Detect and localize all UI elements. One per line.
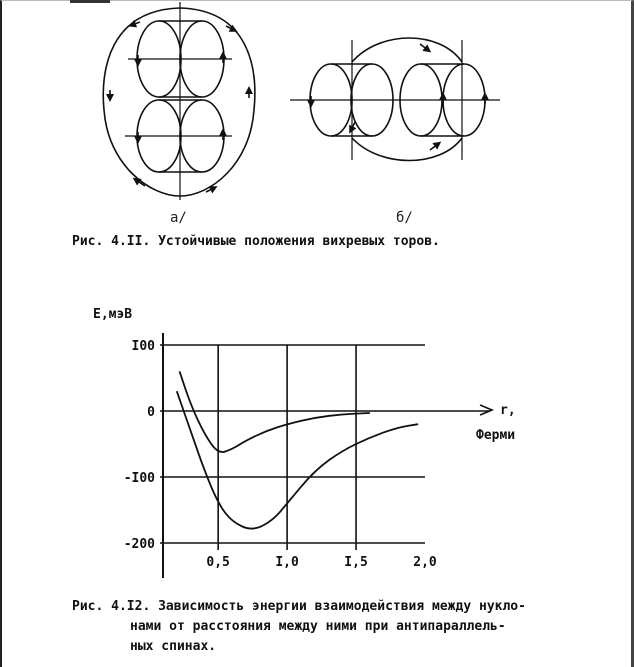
figure-4-11-caption: Рис. 4.II. Устойчивые положения вихревых торов.	[72, 234, 440, 249]
chart-axes	[163, 333, 492, 578]
y-tick-label: I00	[131, 339, 155, 354]
chart-grid	[160, 345, 490, 550]
chart-labels	[93, 307, 516, 570]
x-axis-label: Ферми	[476, 428, 516, 443]
x-axis-symbol: r,	[500, 403, 516, 418]
chart-series	[177, 371, 418, 528]
y-axis-label: Е,мэВ	[93, 307, 133, 322]
diagram-b-label: б/	[396, 210, 413, 226]
x-tick-label: 0,5	[206, 555, 230, 570]
y-tick-label: -I00	[123, 471, 155, 486]
y-tick-label: 0	[147, 405, 155, 420]
y-tick-label: -200	[123, 537, 155, 552]
figure-4-12-caption-line-1: Рис. 4.I2. Зависимость энергии взаимодействия между нукло-	[72, 599, 526, 614]
x-tick-label: I,0	[275, 555, 299, 570]
series-line-2	[177, 391, 418, 528]
figure-4-12-caption-line-2: нами от расстояния между ними при антипараллель-	[130, 619, 506, 634]
x-axis-arrow	[480, 405, 492, 415]
x-tick-label: I,5	[344, 555, 368, 570]
x-tick-label: 2,0	[413, 555, 437, 570]
figure-4-12-caption-line-3: ных спинах.	[130, 639, 217, 654]
diagram-a-label: а/	[170, 210, 187, 226]
